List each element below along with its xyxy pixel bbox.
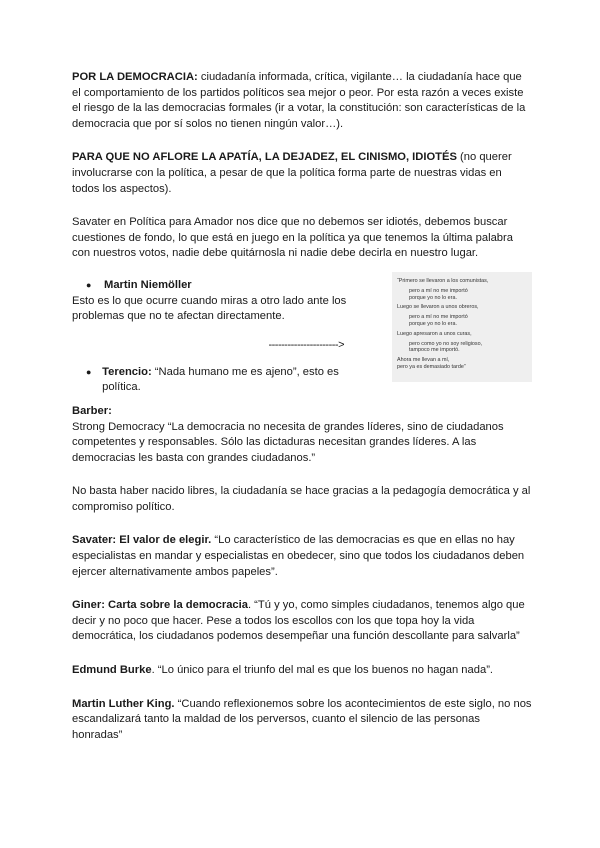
savater-title: Savater: El valor de elegir. [72, 534, 212, 547]
bullet-item-terencio: ● Terencio: “Nada humano me es ajeno”, esto es política. [72, 365, 352, 396]
burke-title: Edmund Burke [72, 664, 152, 677]
paragraph-no-basta: No basta haber nacido libres, la ciudadanía se hace gracias a la pedagogía democrática y al compromiso político. [72, 485, 531, 513]
heading-apatia: PARA QUE NO AFLORE LA APATÍA, LA DEJADEZ, EL CINISMO, IDIOTÉS [72, 151, 457, 164]
bullet-icon: ● [86, 366, 92, 377]
barber-title: Barber: [72, 404, 112, 417]
terencio-title: Terencio: [102, 365, 152, 378]
paragraph-savater: Savater: El valor de elegir. “Lo característico de las democracias es que en ellas no hay especialistas en mandar y especialistas en obedecer, sino que todos los ciudadanos deben ejercer alternativamente ambos papeles”. [72, 534, 525, 578]
niemoller-title: Martin Niemöller [104, 278, 192, 291]
paragraph-savater-amador: Savater en Política para Amador nos dice que no debemos ser idiotés, debemos buscar cuestiones de fondo, lo que está en juego en la política ya que tenemos la última palabra con nuestros votos, nadie debe quitárnosla ni nadie debe decirla en nuestro lugar. [72, 216, 513, 260]
document-page [72, 70, 532, 743]
giner-title: Giner: Carta sobre la democracia [72, 599, 248, 612]
bullet-item-niemoller [72, 278, 352, 294]
barber-quote: Strong Democracy “La democracia no necesita de grandes líderes, sino de ciudadanos competentes y responsables. Sólo las dictaduras necesitan grandes líderes. A las democracias les basta con grandes ciudadanos.” [72, 420, 504, 464]
paragraph-king: Martin Luther King. “Cuando reflexionemos sobre los acontecimientos de este siglo, no nos escandalizará tanto la maldad de los perversos, cuanto el silencio de las personas honradas” [72, 697, 532, 741]
paragraph-apatia: PARA QUE NO AFLORE LA APATÍA, LA DEJADEZ, EL CINISMO, IDIOTÉS (no querer involucrarse con la política, a pesar de que la política forma parte de nuestras vidas en todos los aspectos). [72, 151, 512, 195]
paragraph-burke: Edmund Burke. “Lo único para el triunfo del mal es que los buenos no hagan nada”. [72, 664, 494, 677]
paragraph-democracia: POR LA DEMOCRACIA: ciudadanía informada, crítica, vigilante… la ciudadanía hace que el comportamiento de los partidos políticos sea mejor o peor. Por esta razón a veces existe el riesgo de la las democracias formales (ir a votar, la constitución: son características de la democracia que por sí solos no tienen ningún valor…). [72, 71, 526, 130]
king-title: Martin Luther King. [72, 697, 175, 710]
arrow-to-quote: ----------------------> [268, 338, 344, 351]
bullet-icon: ● [86, 279, 92, 290]
niemoller-quote-image: “Primero se llevaron a los comunistas, pero a mí no me importó porque yo no lo era. Luego se llevaron a unos obreros, pero a mí no me importó porque yo no lo era. Luego apresaron a unos curas, pero como yo no soy religioso, tampoco me importó. Ahora me llevan a mí, pero ya es demasiado tarde” [392, 272, 532, 382]
paragraph-giner: Giner: Carta sobre la democracia. “Tú y yo, como simples ciudadanos, tenemos algo que decir y no poco que hacer. Pese a todos los escollos con los que topa hoy la vida democrática, los ciudadanos podemos desempeñar una función descollante para salvarla” [72, 599, 525, 643]
heading-democracia: POR LA DEMOCRACIA: [72, 71, 198, 83]
niemoller-description: Esto es lo que ocurre cuando miras a otro lado ante los problemas que no te afectan directamente. [72, 294, 347, 323]
niemoller-section [72, 278, 532, 396]
niemoller-text-column [72, 278, 352, 396]
